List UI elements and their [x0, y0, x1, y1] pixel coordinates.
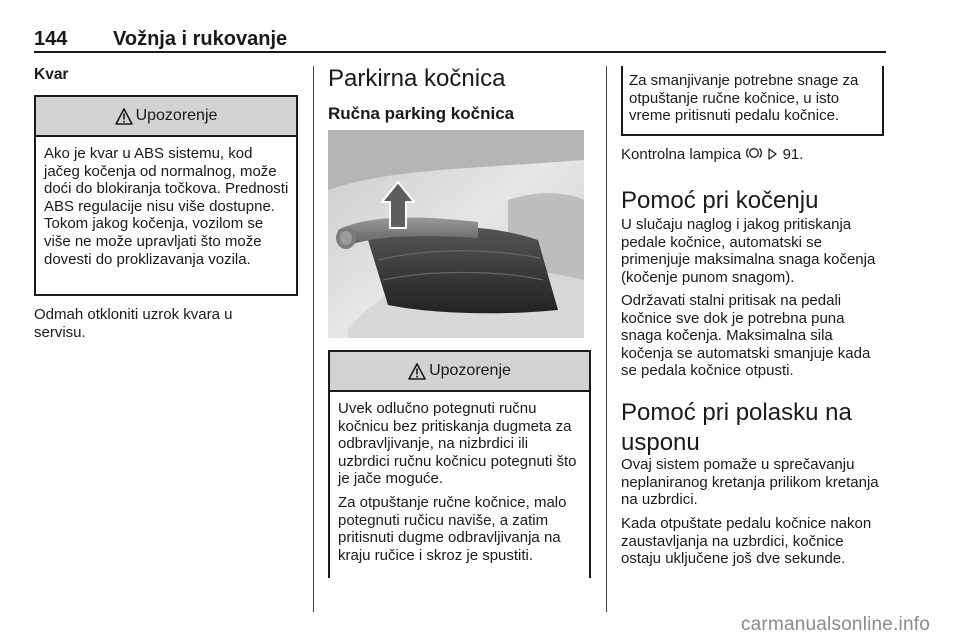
paragraph-polazak-2: Kada otpuštate pedalu kočnice nakon zaustavljanja na uzbrdici, kočnice ostaju uključene još dve sekunde.: [621, 515, 872, 568]
handbrake-photo: [328, 130, 584, 338]
warning-title: Upozorenje: [135, 107, 218, 124]
control-lamp-label: Kontrolna lampica: [621, 146, 742, 163]
brake-warning-lamp-icon: [745, 146, 763, 160]
warning-box-handbrake: [328, 350, 591, 578]
control-lamp-line: [621, 146, 884, 164]
paragraph-kocenje-2: Održavati stalni pritisak na pedali kočnice sve dok je potrebna puna snaga kočenja. Maksimalna sila kočenja se automatski smanjuje kada se pedala kočnice otpusti.: [621, 292, 871, 380]
control-lamp-page-ref: 91.: [782, 146, 804, 163]
warning-paragraph-1: Uvek odlučno potegnuti ručnu kočnicu bez pritiskanja dugmeta za odbravljivanje, na nizbrdici ili uzbrdici ručnu kočnicu potegnuti što je jače moguće.: [338, 400, 577, 488]
column-divider-2: [606, 66, 607, 612]
page-number: 144: [34, 28, 68, 50]
warning-box-abs: [34, 95, 298, 296]
paragraph-servis: Odmah otkloniti uzrok kvara u servisu.: [34, 306, 233, 341]
section-heading-pomoc-polasku: Pomoć pri polasku na usponu: [621, 399, 852, 456]
warning-header: [36, 97, 296, 137]
warning-triangle-icon: [408, 363, 426, 380]
info-box-text: Za smanjivanje potrebne snage za otpuštanje ručne kočnice, u isto vreme pritisnuti pedalu kočnice.: [629, 72, 859, 125]
paragraph-kocenje-1: U slučaju naglog i jakog pritiskanja pedale kočnice, automatski se primenjuje maksimalna snaga kočenja (kočenje punom snagom).: [621, 216, 876, 286]
page-reference-icon: [767, 148, 778, 160]
handbrake-illustration: [328, 130, 584, 338]
page-title: Vožnja i rukovanje: [113, 28, 288, 50]
header-rule: [34, 51, 886, 53]
section-heading-parkirna: Parkirna kočnica: [328, 65, 506, 92]
section-heading-pomoc-kocenju: Pomoć pri kočenju: [621, 187, 819, 214]
watermark: carmanualsonline.info: [740, 614, 930, 635]
warning-header: [330, 352, 589, 392]
warning-triangle-icon: [115, 108, 133, 125]
subheading-rucna: Ručna parking kočnica: [328, 104, 515, 123]
warning-paragraph-2: Za otpuštanje ručne kočnice, malo potegnuti ručicu naviše, a zatim pritisnuti dugme odbravljivanja na kraju ručice i skroz je spustiti.: [338, 493, 567, 564]
paragraph-polazak-1: Ovaj sistem pomaže u sprečavanju neplaniranog kretanja prilikom kretanja na uzbrdici.: [621, 456, 879, 509]
warning-text: Ako je kvar u ABS sistemu, kod jačeg kočenja od normalnog, može doći do blokiranja točkova. Prednosti ABS regulacije nisu više dostupne. Tokom jakog kočenja, vozilom se više ne može upravljati što može dovesti do proklizavanja vozila.: [44, 145, 289, 268]
warning-title: Upozorenje: [429, 362, 511, 379]
column-divider-1: [313, 66, 314, 612]
info-box: [621, 66, 884, 136]
section-heading-kvar: Kvar: [34, 66, 69, 83]
